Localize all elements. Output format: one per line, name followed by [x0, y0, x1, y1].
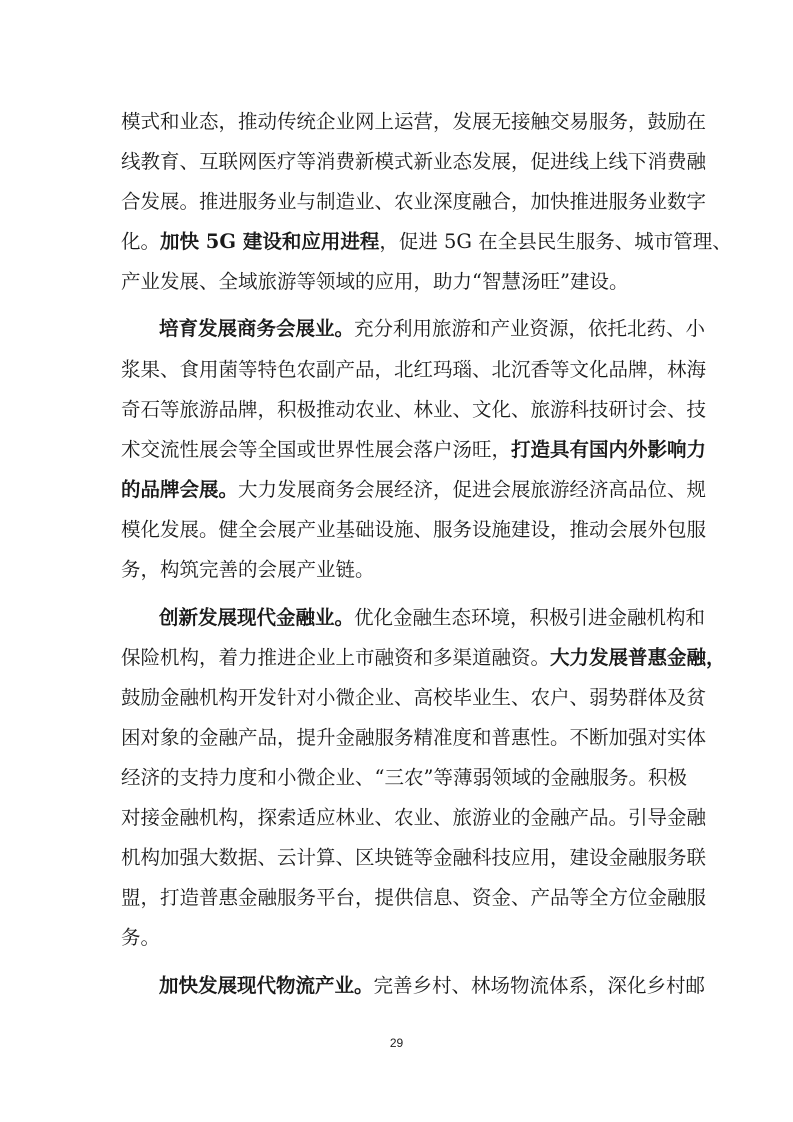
- text-line: [121, 720, 707, 756]
- text-run: 线教育、互联网医疗等消费新模式新业态发展，促进线上线下消费融: [121, 150, 707, 173]
- text-run: 充分利用旅游和产业资源，依托北药、小: [354, 317, 706, 340]
- text-run: 对接金融机构，探索适应林业、农业、旅游业的金融产品。引导金融: [121, 806, 707, 829]
- text-line: [121, 680, 707, 716]
- text-run: 化。: [121, 230, 161, 253]
- text-run: ，促进 5G 在全县民生服务、城市管理、: [379, 230, 732, 253]
- text-line: [121, 104, 707, 140]
- bold-text-run: 的品牌会展。: [121, 478, 239, 501]
- text-line: [121, 472, 707, 508]
- text-run: 合发展。推进服务业与制造业、农业深度融合，加快推进服务业数字: [121, 190, 707, 213]
- bold-text-run: 打造具有国内外影响力: [511, 438, 707, 461]
- text-line: [121, 800, 707, 836]
- text-line: [121, 224, 732, 260]
- text-run: 术交流性展会等全国或世界性展会落户汤旺，: [121, 438, 512, 461]
- text-line: [121, 640, 726, 676]
- bold-text-run: 培育发展商务会展业。: [159, 317, 355, 340]
- text-line: [159, 311, 706, 347]
- text-run: 模式和业态，推动传统企业网上运营，发展无接触交易服务，鼓励在: [121, 110, 707, 133]
- text-line: [121, 920, 677, 956]
- text-line: [121, 432, 707, 468]
- text-line: [121, 552, 677, 588]
- text-run: 浆果、食用菌等特色农副产品，北红玛瑙、北沉香等文化品牌，林海: [121, 358, 707, 381]
- text-line: [121, 392, 707, 428]
- text-run: 保险机构，着力推进企业上市融资和多渠道融资。: [121, 646, 551, 669]
- text-run: 完善乡村、林场物流体系，深化乡村邮: [373, 974, 706, 997]
- text-run: 鼓励金融机构开发针对小微企业、高校毕业生、农户、弱势群体及贫: [121, 686, 707, 709]
- text-line: [121, 840, 707, 876]
- text-line: [159, 968, 706, 1004]
- bold-text-run: 大力发展普惠金融，: [550, 646, 726, 669]
- bold-text-run: 加快 5G 建设和应用进程: [160, 230, 380, 253]
- text-line: [121, 760, 687, 796]
- text-run: 优化金融生态环境，积极引进金融机构和: [354, 606, 706, 629]
- text-line: [121, 184, 707, 220]
- bold-text-run: 加快发展现代物流产业。: [159, 974, 374, 997]
- bold-text-run: 创新发展现代金融业。: [159, 606, 355, 629]
- text-run: 务。: [121, 926, 161, 949]
- text-run: 机构加强大数据、云计算、区块链等金融科技应用，建设金融服务联: [121, 846, 707, 869]
- text-line: [121, 264, 677, 300]
- page-number: 29: [389, 1036, 404, 1050]
- text-run: 大力发展商务会展经济，促进会展旅游经济高品位、规: [238, 478, 707, 501]
- text-line: [159, 600, 706, 636]
- text-line: [121, 880, 707, 916]
- text-run: 模化发展。健全会展产业基础设施、服务设施建设，推动会展外包服: [121, 518, 707, 541]
- text-run: 困对象的金融产品，提升金融服务精准度和普惠性。不断加强对实体: [121, 726, 707, 749]
- text-line: [121, 352, 707, 388]
- text-line: [121, 144, 707, 180]
- text-line: [121, 512, 707, 548]
- text-run: 产业发展、全域旅游等领域的应用，助力“智慧汤旺”建设。: [121, 270, 629, 293]
- text-run: 盟，打造普惠金融服务平台，提供信息、资金、产品等全方位金融服: [121, 886, 707, 909]
- text-run: 经济的支持力度和小微企业、“三农”等薄弱领域的金融服务。积极: [121, 766, 687, 789]
- text-run: 务，构筑完善的会展产业链。: [121, 558, 375, 581]
- text-run: 奇石等旅游品牌，积极推动农业、林业、文化、旅游科技研讨会、技: [121, 398, 707, 421]
